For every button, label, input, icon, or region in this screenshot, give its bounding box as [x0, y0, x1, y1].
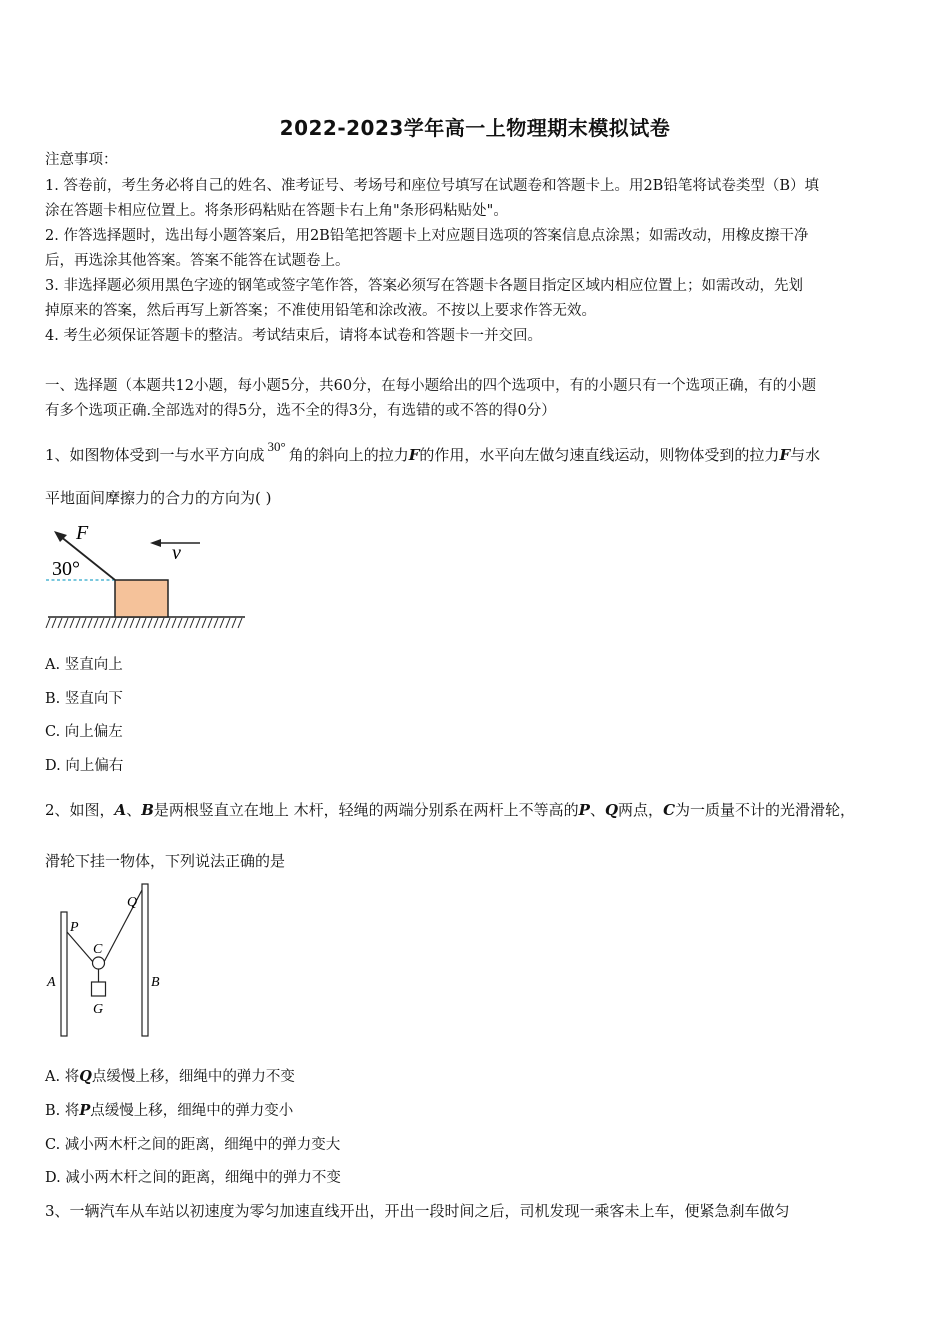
question-1-stem: [45, 437, 820, 465]
notice-line: 4. 考生必须保证答题卡的整洁。考试结束后，请将本试卷和答题卡一并交回。: [45, 328, 542, 344]
q2-option-text: B. 将: [45, 1103, 80, 1119]
ground-hatch: [46, 618, 242, 628]
q1-variable-f: F: [779, 446, 791, 464]
q2-text-part: 、: [589, 801, 605, 819]
q1-angle: 30°: [267, 439, 286, 454]
pole-a: [61, 912, 67, 1036]
rope-left: [67, 932, 93, 962]
notice-line: 掉原来的答案，然后再写上新答案；不准使用铅笔和涂改液。不按以上要求作答无效。: [45, 303, 596, 319]
q1-text-part: 与水: [790, 446, 821, 464]
q1-option-b[interactable]: B. 竖直向下: [45, 691, 123, 707]
q2-option-text: A. 将: [45, 1069, 80, 1085]
q2-option-text: 点缓慢上移，细绳中的弹力变小: [90, 1103, 294, 1119]
label-b: B: [151, 975, 160, 990]
angle-label: 30°: [52, 558, 80, 580]
q2-option-text: 点缓慢上移，细绳中的弹力不变: [91, 1069, 295, 1085]
pulley: [93, 957, 105, 969]
q1-option-c[interactable]: C. 向上偏左: [45, 724, 123, 740]
q2-variable-q: Q: [604, 801, 619, 819]
question-2-stem: [45, 800, 855, 820]
label-g: G: [93, 1002, 104, 1017]
block: [115, 580, 168, 617]
q2-option-variable: P: [79, 1102, 91, 1119]
section-heading-line: 一、选择题（本题共12小题，每小题5分，共60分，在每小题给出的四个选项中，有的小题只有一个选项正确，有的小题: [45, 378, 817, 394]
notice-line: 2. 作答选择题时，选出每小题答案后，用2B铅笔把答题卡上对应题目选项的答案信息点涂黑；如需改动，用橡皮擦干净: [45, 228, 809, 244]
pole-b: [142, 884, 148, 1036]
question-2-stem-line2: 滑轮下挂一物体，下列说法正确的是: [45, 852, 286, 870]
q2-text-part: 为一质量不计的光滑滑轮，: [675, 801, 856, 819]
page-title: 2022-2023学年高一上物理期末模拟试卷: [279, 116, 671, 140]
q2-text-part: 是两根竖直立在地上 木杆，轻绳的两端分别系在两杆上不等高的: [153, 801, 579, 819]
velocity-label: v: [172, 542, 181, 564]
notice-line: 3. 非选择题必须用黑色字迹的钢笔或签字笔作答，答案必须写在答题卡各题目指定区域内相应位置上；如需改动，先划: [45, 278, 803, 294]
question-3-stem: 3、一辆汽车从车站以初速度为零匀加速直线开出，开出一段时间之后，司机发现一乘客未上车，便紧急刹车做匀: [45, 1202, 790, 1220]
notice-line: 后，再选涂其他答案。答案不能答在试题卷上。: [45, 253, 350, 269]
q2-option-d[interactable]: D. 减小两木杆之间的距离，细绳中的弹力不变: [45, 1170, 341, 1186]
q1-option-d[interactable]: D. 向上偏右: [45, 758, 124, 774]
notice-line: 1. 答卷前，考生务必将自己的姓名、准考证号、考场号和座位号填写在试题卷和答题卡上。用2B铅笔将试卷类型（B）填: [45, 178, 819, 194]
q2-option-b[interactable]: [45, 1101, 293, 1121]
q2-option-variable: Q: [79, 1068, 92, 1085]
notice-heading: 注意事项：: [45, 152, 118, 168]
section-heading-line: 有多个选项正确.全部选对的得5分，选不全的得3分，有选错的或不答的得0分）: [45, 403, 556, 419]
q1-text-part: 1、如图物体受到一与水平方向成: [45, 446, 265, 464]
q2-text-part: 、: [126, 801, 142, 819]
q2-variable-a: A: [114, 801, 127, 819]
notice-line: 涂在答题卡相应位置上。将条形码粘贴在答题卡右上角"条形码粘贴处"。: [45, 203, 508, 219]
velocity-arrowhead: [150, 539, 161, 547]
q2-option-c[interactable]: C. 减小两木杆之间的距离，细绳中的弹力变大: [45, 1137, 341, 1153]
q2-text-part: 2、如图，: [45, 801, 115, 819]
q1-option-a[interactable]: A. 竖直向上: [45, 657, 123, 673]
force-label: F: [76, 522, 89, 544]
q2-figure: [40, 880, 175, 1045]
q1-text-part: 的作用，水平向左做匀速直线运动，则物体受到的拉力: [419, 446, 780, 464]
label-q: Q: [127, 895, 138, 910]
q1-variable-f: F: [408, 446, 420, 464]
q2-variable-b: B: [141, 801, 154, 819]
question-1-stem-line2: 平地面间摩擦力的合力的方向为( ): [45, 489, 272, 507]
q2-text-part: 两点，: [618, 801, 664, 819]
q2-option-a[interactable]: [45, 1067, 295, 1087]
weight-block: [92, 982, 106, 996]
q2-variable-p: P: [578, 801, 590, 819]
label-p: P: [70, 920, 79, 935]
label-a: A: [47, 975, 56, 990]
q2-variable-c: C: [663, 801, 676, 819]
q1-text-part: 角的斜向上的拉力: [288, 446, 409, 464]
q1-figure: [40, 518, 255, 633]
label-c: C: [93, 942, 103, 957]
